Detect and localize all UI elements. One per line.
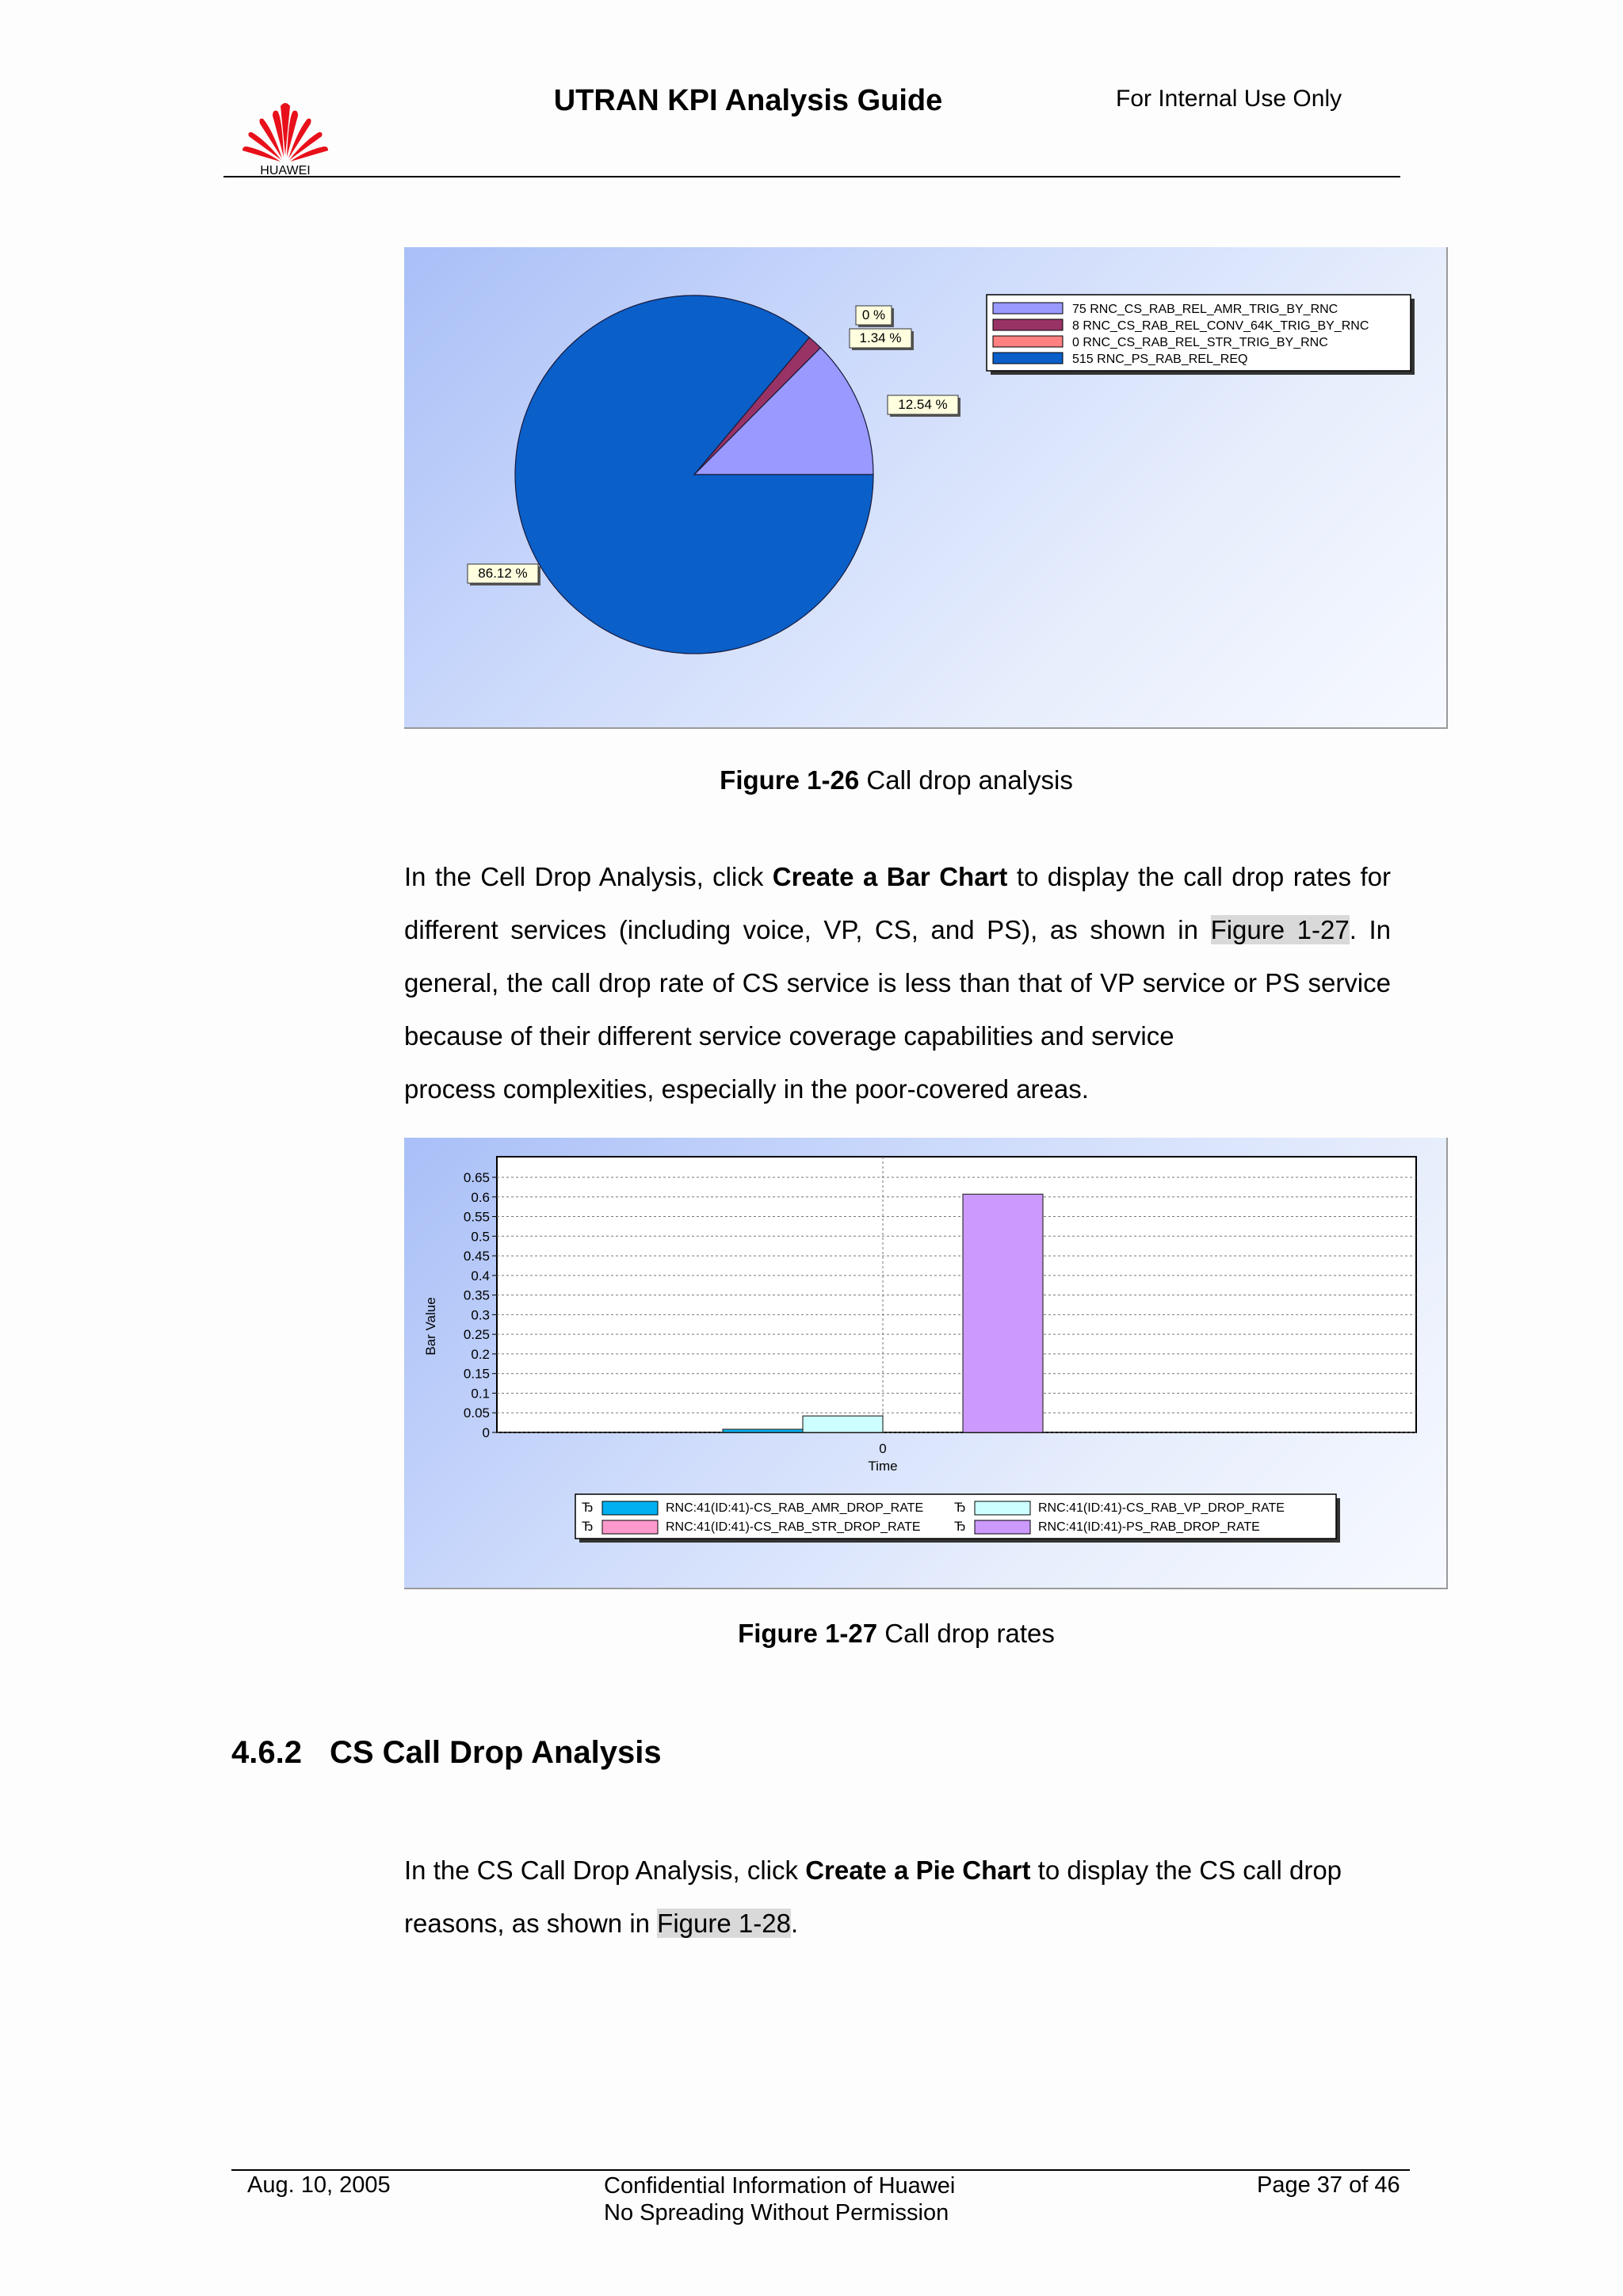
y-tick-label: 0.4 <box>471 1268 490 1283</box>
document-title: UTRAN KPI Analysis Guide <box>553 84 943 117</box>
legend-swatch <box>993 319 1063 330</box>
legend-marker-icon: Ђ <box>582 1500 594 1515</box>
section-title: CS Call Drop Analysis <box>330 1735 662 1770</box>
text-run: . <box>790 1909 799 1938</box>
y-tick-label: 0.15 <box>463 1366 490 1382</box>
bar-chart <box>404 1138 1448 1589</box>
caption-text: Call drop analysis <box>859 765 1073 795</box>
figure-caption-1-26 <box>0 765 1623 795</box>
legend-swatch <box>975 1501 1030 1515</box>
pie-percent-label: 12.54 % <box>898 397 948 412</box>
bold-text: Create a Bar Chart <box>772 862 1008 891</box>
footer-page-number: Page 37 of 46 <box>1257 2172 1400 2198</box>
text-run: to display the call drop rates for different services (including voice, VP, CS, and PS), as shown in <box>404 862 1392 944</box>
legend-label: 515 RNC_PS_RAB_REL_REQ <box>1072 353 1248 366</box>
text-run: process complexities, especially in the poor-covered areas. <box>404 1074 1089 1104</box>
pie-percent-label: 1.34 % <box>859 330 902 345</box>
footer-confidentiality <box>604 2172 955 2226</box>
bar <box>723 1429 803 1432</box>
legend-swatch <box>993 303 1063 314</box>
section-heading <box>231 1735 662 1771</box>
legend-swatch <box>993 353 1063 364</box>
text-run: In the CS Call Drop Analysis, click <box>404 1855 806 1885</box>
legend-label: 0 RNC_CS_RAB_REL_STR_TRIG_BY_RNC <box>1072 336 1328 349</box>
header-rule <box>223 176 1400 177</box>
pie-chart <box>404 247 1448 729</box>
y-tick-label: 0.25 <box>463 1327 490 1343</box>
plot-area <box>497 1157 1416 1432</box>
legend-swatch <box>602 1520 658 1534</box>
legend-swatch <box>993 336 1063 347</box>
classification-label: For Internal Use Only <box>1116 86 1342 112</box>
y-tick-label: 0.45 <box>463 1249 490 1264</box>
svg-text:HUAWEI: HUAWEI <box>260 164 311 174</box>
y-tick-label: 0.55 <box>463 1209 490 1225</box>
bar <box>803 1416 883 1432</box>
figure-link[interactable]: Figure 1-27 <box>1210 915 1350 944</box>
x-axis-label: Time <box>868 1459 898 1474</box>
y-tick-label: 0.05 <box>463 1405 490 1421</box>
legend-label: RNC:41(ID:41)-CS_RAB_STR_DROP_RATE <box>666 1520 921 1534</box>
footer-line: No Spreading Without Permission <box>604 2200 949 2225</box>
y-tick-label: 0.1 <box>471 1386 490 1402</box>
bar-chart-figure <box>404 1138 1448 1589</box>
legend-label: RNC:41(ID:41)-PS_RAB_DROP_RATE <box>1038 1520 1260 1534</box>
pie-percent-label: 0 % <box>861 307 886 322</box>
body-paragraph-pie-chart <box>404 1844 1391 1950</box>
pie-chart-figure <box>404 247 1448 729</box>
caption-number: Figure 1-27 <box>738 1619 878 1648</box>
pie-percent-label: 86.12 % <box>478 566 528 581</box>
bar <box>963 1194 1043 1432</box>
text-run: reasons, as shown in <box>404 1909 658 1938</box>
y-tick-label: 0.3 <box>471 1307 490 1323</box>
body-paragraph-bar-chart <box>404 850 1391 1116</box>
x-tick-label: 0 <box>879 1441 887 1456</box>
text-run: to display the CS call drop <box>1030 1855 1342 1885</box>
legend-label: RNC:41(ID:41)-CS_RAB_VP_DROP_RATE <box>1038 1501 1285 1515</box>
legend-marker-icon: Ђ <box>582 1519 594 1534</box>
figure-link[interactable]: Figure 1-28 <box>657 1909 791 1938</box>
text-run: . In general, the call drop rate of CS service is less than that of VP service or PS service because of their different service coverage capabilities and service <box>404 915 1391 1051</box>
legend-marker-icon: Ђ <box>954 1519 966 1534</box>
legend-swatch <box>975 1520 1030 1534</box>
caption-number: Figure 1-26 <box>720 765 860 795</box>
section-number: 4.6.2 <box>231 1735 302 1770</box>
bold-text: Create a Pie Chart <box>805 1855 1031 1885</box>
legend-label: RNC:41(ID:41)-CS_RAB_AMR_DROP_RATE <box>666 1501 924 1515</box>
y-tick-label: 0.65 <box>463 1170 490 1185</box>
footer-date: Aug. 10, 2005 <box>247 2172 391 2198</box>
caption-text: Call drop rates <box>877 1619 1055 1648</box>
legend-label: 8 RNC_CS_RAB_REL_CONV_64K_TRIG_BY_RNC <box>1072 319 1369 333</box>
figure-caption-1-27 <box>0 1619 1623 1649</box>
y-tick-label: 0.2 <box>471 1346 490 1362</box>
y-axis-label: Bar Value <box>423 1297 438 1356</box>
footer-line: Confidential Information of Huawei <box>604 2173 956 2199</box>
footer-rule <box>231 2169 1410 2171</box>
y-tick-label: 0 <box>482 1425 490 1440</box>
legend-marker-icon: Ђ <box>954 1500 966 1515</box>
y-tick-label: 0.6 <box>471 1189 490 1205</box>
legend-swatch <box>602 1501 658 1515</box>
y-tick-label: 0.35 <box>463 1287 490 1303</box>
text-run: In the Cell Drop Analysis, click <box>404 862 773 891</box>
legend-label: 75 RNC_CS_RAB_REL_AMR_TRIG_BY_RNC <box>1072 303 1338 316</box>
y-tick-label: 0.5 <box>471 1229 490 1245</box>
